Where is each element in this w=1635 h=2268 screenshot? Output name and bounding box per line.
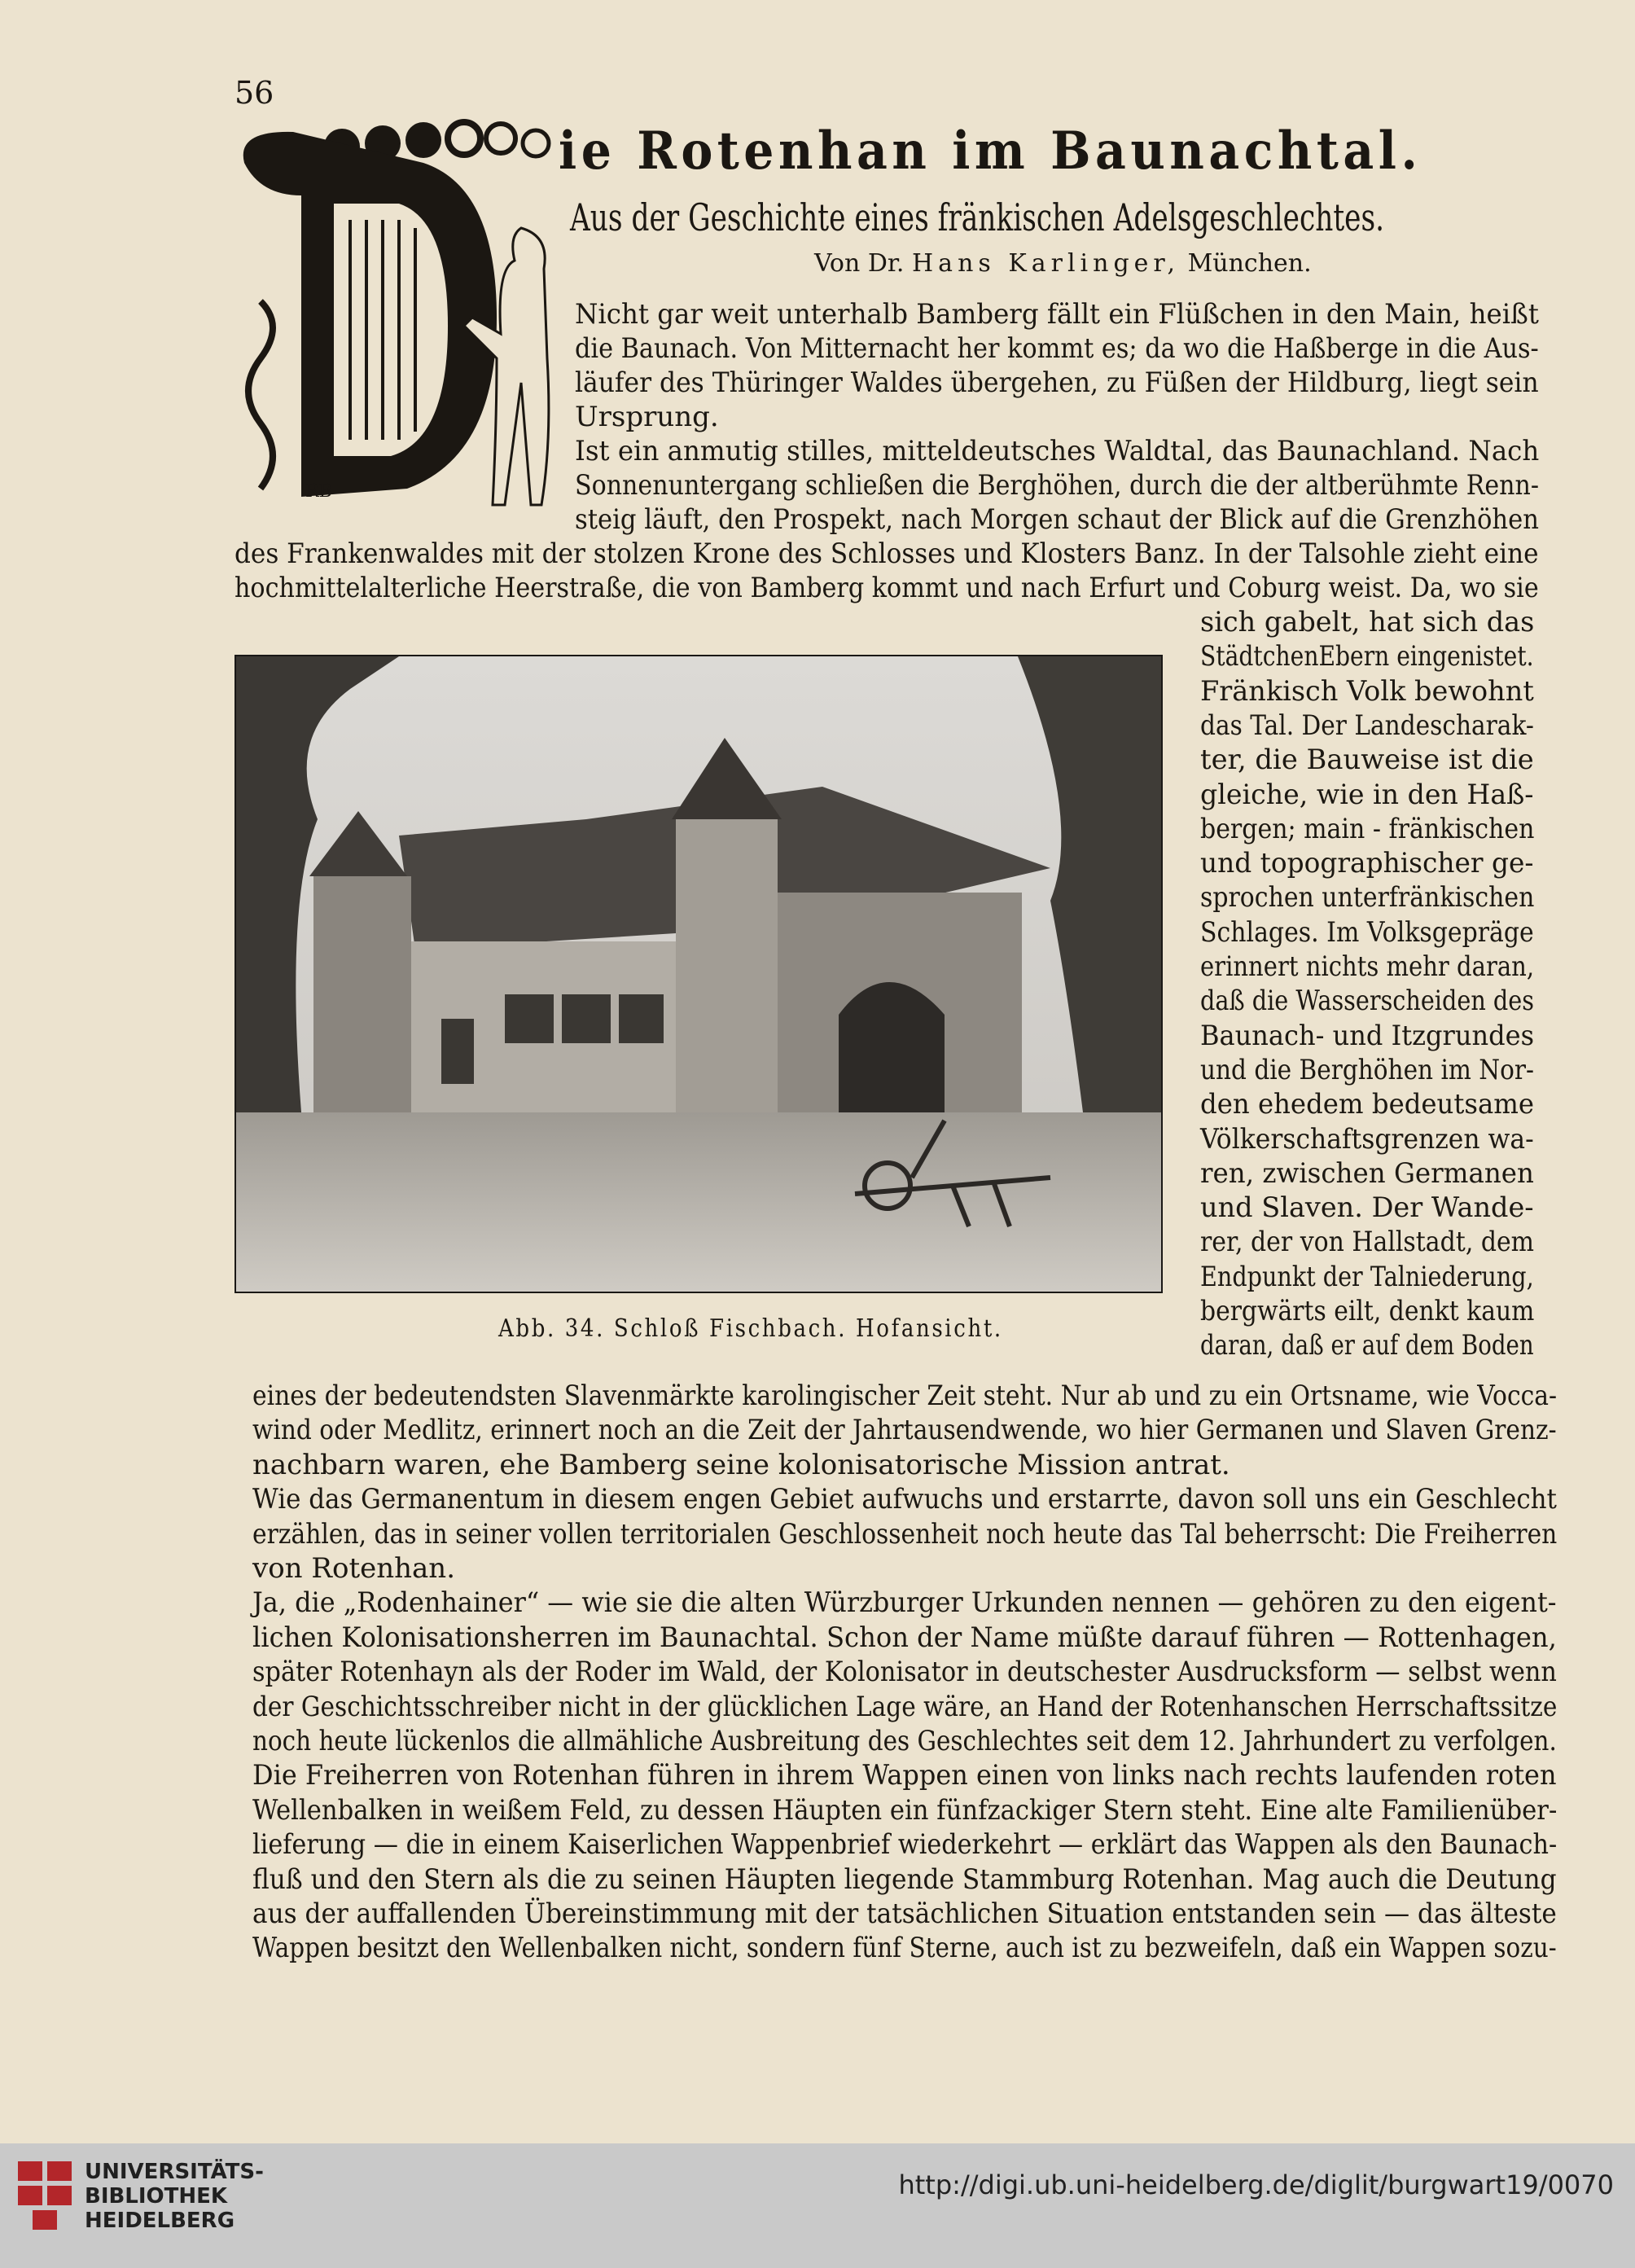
text-line: Sonnenuntergang schließen die Berghöhen, durch die der altberühmte Renn-: [575, 469, 1540, 502]
text-line: läufer des Thüringer Waldes übergehen, zu Füßen der Hildburg, liegt sein: [575, 366, 1539, 399]
text-line: Völkerschaftsgrenzen wa-: [1200, 1122, 1534, 1156]
text-line: fluß und den Stern als die zu seinen Häupten liegende Stammburg Rotenhan. Mag auch die Deutung: [252, 1862, 1557, 1896]
text-line: später Rotenhayn als der Roder im Wald, der Kolonisator in deutschester Ausdrucksform — selbst wenn: [252, 1656, 1557, 1689]
page-number: 56: [235, 75, 274, 111]
author-name: Hans Karlinger,: [912, 249, 1181, 278]
text-line: die Baunach. Von Mitternacht her kommt es; da wo die Haßberge in die Aus-: [575, 332, 1539, 365]
text-line: Ja, die „Rodenhainer“ — wie sie die alten Würzburger Urkunden nennen — gehören zu den eigent-: [252, 1586, 1557, 1620]
text-line: noch heute lückenlos die allmähliche Ausbreitung des Geschlechtes seit dem 12. Jahrhundert zu verfolgen.: [252, 1725, 1557, 1757]
text-line: des Frankenwaldes mit der stolzen Krone des Schlosses und Klosters Banz. In der Talsohle zieht eine: [235, 537, 1539, 570]
source-url-link[interactable]: http://digi.ub.uni-heidelberg.de/diglit/burgwart19/0070: [898, 2169, 1614, 2200]
library-name: [85, 2160, 264, 2233]
text-line: Fränkisch Volk bewohnt: [1200, 674, 1534, 708]
text-line: Wappen besitzt den Wellenbalken nicht, sondern fünf Sterne, auch ist zu bezweifeln, daß ein Wappen sozu-: [252, 1932, 1557, 1965]
figure-caption: Abb. 34. Schloß Fischbach. Hofansicht.: [498, 1314, 1003, 1343]
photo-image: [236, 656, 1161, 1292]
byline-prefix: Von Dr.: [814, 249, 905, 278]
text-line: Ursprung.: [575, 401, 719, 433]
library-name-line: HEIDELBERG: [85, 2209, 235, 2233]
article-title: ie Rotenhan im Baunachtal.: [559, 121, 1422, 182]
text-line: der Geschichtsschreiber nicht in der glücklichen Lage wäre, an Hand der Rotenhanschen Herrschaftssitze: [252, 1690, 1558, 1723]
text-line: lichen Kolonisationsherren im Baunachtal. Schon der Name müßte darauf führen — Rottenhagen,: [252, 1621, 1557, 1654]
text-line: bergwärts eilt, denkt kaum: [1200, 1295, 1535, 1327]
text-line: erzählen, das in seiner vollen territorialen Geschlossenheit noch heute das Tal beherrscht: Die Freiherren: [252, 1517, 1558, 1551]
library-name-line: UNIVERSITÄTS-: [85, 2160, 264, 2184]
text-line: Die Freiherren von Rotenhan führen in ihrem Wappen einen von links nach rechts laufenden roten: [252, 1759, 1557, 1792]
text-line: und die Berghöhen im Nor-: [1200, 1053, 1535, 1086]
text-line: StädtchenEbern eingenistet.: [1200, 640, 1534, 673]
text-line: sprochen unterfränkischen: [1200, 881, 1535, 915]
text-line: erinnert nichts mehr daran,: [1200, 950, 1535, 983]
text-line: Schlages. Im Volksgepräge: [1200, 915, 1534, 949]
text-line: wind oder Medlitz, erinnert noch an die Zeit der Jahrtausendwende, wo hier Germanen und Slaven Grenz-: [252, 1414, 1557, 1447]
text-line: daran, daß er auf dem Boden: [1200, 1329, 1534, 1362]
article-subtitle: Aus der Geschichte eines fränkischen Adelsgeschlechtes.: [570, 195, 1385, 239]
text-line: den ehedem bedeutsame: [1200, 1088, 1535, 1121]
text-line: hochmittelalterliche Heerstraße, die von Bamberg kommt und nach Erfurt und Coburg weist. Da, wo sie: [235, 572, 1539, 604]
text-line: bergen; main - fränkischen: [1200, 812, 1535, 845]
initial-monogram: RB: [305, 481, 332, 502]
text-line: Wie das Germanentum in diesem engen Gebiet aufwuchs und erstarrte, davon soll uns ein Geschlecht: [252, 1483, 1557, 1516]
initial-letter-ornament: [228, 114, 562, 521]
library-name-line: BIBLIOTHEK: [85, 2184, 228, 2209]
text-line: das Tal. Der Landescharak-: [1200, 708, 1534, 742]
text-line: eines der bedeutendsten Slavenmärkte karolingischer Zeit steht. Nur ab und zu ein Ortsname, wie Vocca-: [252, 1380, 1558, 1412]
text-line: steig läuft, den Prospekt, nach Morgen schaut der Blick auf die Grenzhöhen: [575, 503, 1539, 536]
text-line: gleiche, wie in den Haß-: [1200, 778, 1534, 811]
text-line: Nicht gar weit unterhalb Bamberg fällt ein Flüßchen in den Main, heißt: [575, 298, 1539, 331]
text-line: aus der auffallenden Übereinstimmung mit der tatsächlichen Situation entstanden sein — das älteste: [252, 1897, 1557, 1930]
text-line: daß die Wasserscheiden des: [1200, 985, 1534, 1018]
text-line: Ist ein anmutig stilles, mitteldeutsches Waldtal, das Baunachland. Nach: [575, 435, 1540, 467]
text-line: lieferung — die in einem Kaiserlichen Wappenbrief wiederkehrt — erklärt das Wappen als den Baunach-: [252, 1828, 1558, 1862]
text-line: und topographischer ge-: [1200, 847, 1534, 880]
text-line: Wellenbalken in weißem Feld, zu dessen Häupten ein fünfzackiger Stern steht. Eine alte Familienüber-: [252, 1793, 1558, 1827]
text-line: nachbarn waren, ehe Bamberg seine kolonisatorische Mission antrat.: [252, 1448, 1230, 1481]
byline-place: München.: [1187, 249, 1312, 278]
library-logo-icon: [15, 2158, 77, 2236]
text-line: sich gabelt, hat sich das: [1200, 606, 1535, 638]
text-line: ter, die Bauweise ist die: [1200, 744, 1534, 777]
text-line: Endpunkt der Talniederung,: [1200, 1260, 1534, 1293]
text-line: von Rotenhan.: [252, 1552, 456, 1585]
text-line: und Slaven. Der Wande-: [1200, 1191, 1534, 1225]
text-line: Baunach- und Itzgrundes: [1200, 1019, 1535, 1052]
text-line: rer, der von Hallstadt, dem: [1200, 1226, 1535, 1259]
photo-schloss-fischbach: [235, 655, 1163, 1293]
text-line: ren, zwischen Germanen: [1200, 1156, 1534, 1190]
author-byline: [814, 249, 1312, 278]
